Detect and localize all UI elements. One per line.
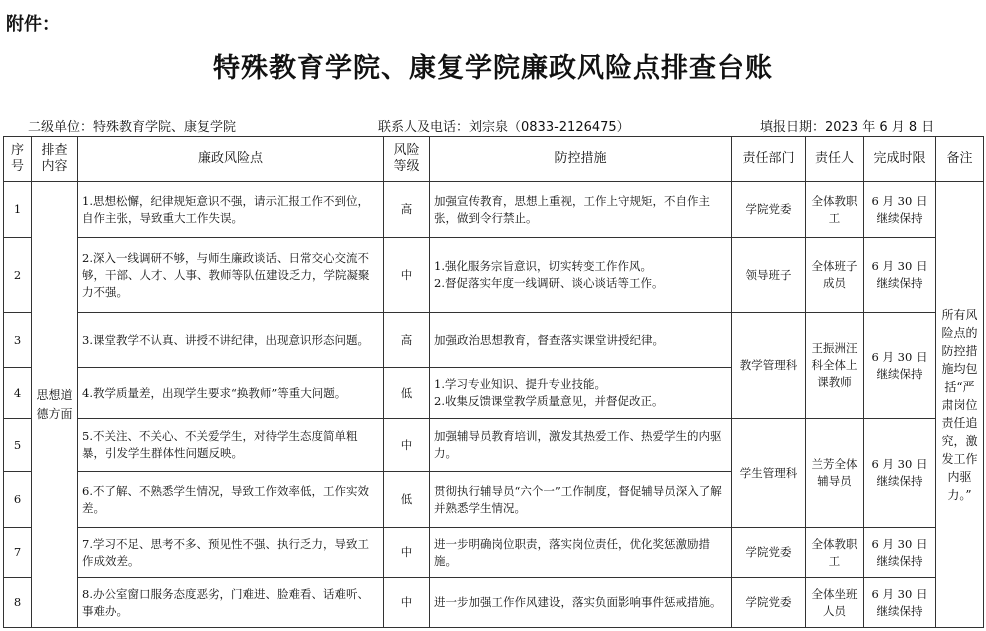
- measure-line: 进一步加强工作作风建设，落实负面影响事件惩戒措施。: [434, 595, 722, 609]
- control-measures: [430, 578, 732, 628]
- measure-line: 加强辅导员教育培训，激发其热爱工作、热爱学生的内驱力。: [434, 429, 722, 460]
- header-risk: 廉政风险点: [78, 137, 384, 182]
- risk-level: 高: [384, 313, 430, 368]
- risk-point: 3.课堂教学不认真、讲授不讲纪律，出现意识形态问题。: [78, 313, 384, 368]
- risk-level: 中: [384, 419, 430, 472]
- risk-level: 高: [384, 182, 430, 238]
- header-row: [4, 137, 984, 182]
- responsible-person: 全体坐班人员: [806, 578, 864, 628]
- responsible-dept: 学院党委: [732, 182, 806, 238]
- risk-point: 7.学习不足、思考不多、预见性不强、执行乏力，导致工作成效差。: [78, 528, 384, 578]
- responsible-person: 全体班子成员: [806, 238, 864, 313]
- measure-line: 进一步明确岗位职责，落实岗位责任，优化奖惩激励措施。: [434, 536, 710, 568]
- table-row: [4, 528, 984, 578]
- attachment-label: 附件：: [6, 14, 60, 35]
- header-seq: 序号: [4, 137, 32, 182]
- responsible-dept: 学生管理科: [732, 419, 806, 528]
- row-seq: 2: [4, 238, 32, 313]
- responsible-dept: 学院党委: [732, 528, 806, 578]
- table-row: [4, 419, 984, 472]
- table-row: [4, 182, 984, 238]
- control-measures: [430, 238, 732, 313]
- row-seq: 7: [4, 528, 32, 578]
- responsible-dept: 教学管理科: [732, 313, 806, 419]
- deadline: 6 月 30 日继续保持: [864, 528, 936, 578]
- responsible-person: 全体教职工: [806, 182, 864, 238]
- control-measures: [430, 182, 732, 238]
- measure-line: 1.强化服务宗旨意识，切实转变工作作风。: [434, 259, 652, 273]
- deadline: 6 月 30 日继续保持: [864, 313, 936, 419]
- header-person: 责任人: [806, 137, 864, 182]
- risk-point: 2.深入一线调研不够，与师生廉政谈话、日常交心交流不够，干部、人才、人事、教师等队伍建设乏力，学院凝聚力不强。: [78, 238, 384, 313]
- measure-line: 2.督促落实年度一线调研、谈心谈话等工作。: [434, 276, 664, 290]
- row-seq: 8: [4, 578, 32, 628]
- measure-line: 2.收集反馈课堂教学质量意见，并督促改正。: [434, 394, 664, 408]
- responsible-dept: 学院党委: [732, 578, 806, 628]
- deadline: 6 月 30 日继续保持: [864, 238, 936, 313]
- unit-info: 二级单位：特殊教育学院、康复学院: [28, 120, 237, 135]
- deadline: 6 月 30 日继续保持: [864, 419, 936, 528]
- header-measures: 防控措施: [430, 137, 732, 182]
- category-cell: 思想道德方面: [32, 182, 78, 628]
- risk-level: 低: [384, 472, 430, 528]
- control-measures: [430, 419, 732, 472]
- document-title: 特殊教育学院、康复学院廉政风险点排查台账: [213, 53, 773, 84]
- risk-point: 5.不关注、不关心、不关爱学生，对待学生态度简单粗暴，引发学生群体性问题反映。: [78, 419, 384, 472]
- risk-level: 中: [384, 528, 430, 578]
- deadline: 6 月 30 日继续保持: [864, 182, 936, 238]
- report-date: 填报日期：2023 年 6 月 8 日: [760, 120, 935, 135]
- responsible-person: 王振洲汪科全体上课教师: [806, 313, 864, 419]
- risk-level: 中: [384, 238, 430, 313]
- table-row: [4, 238, 984, 313]
- contact-info: 联系人及电话：刘宗泉（0833-2126475）: [378, 120, 630, 135]
- table-row: [4, 313, 984, 368]
- risk-point: 6.不了解、不熟悉学生情况，导致工作效率低，工作实效差。: [78, 472, 384, 528]
- measure-line: 加强宣传教育，思想上重视，工作上守规矩，不自作主张，做到令行禁止。: [434, 193, 710, 225]
- row-seq: 3: [4, 313, 32, 368]
- control-measures: [430, 528, 732, 578]
- deadline: 6 月 30 日继续保持: [864, 578, 936, 628]
- risk-point: 8.办公室窗口服务态度恶劣，门难进、脸难看、话难听、事难办。: [78, 578, 384, 628]
- responsible-person: 兰芳全体辅导员: [806, 419, 864, 528]
- control-measures: [430, 368, 732, 419]
- risk-point: 4.教学质量差，出现学生要求“换教师”等重大问题。: [78, 368, 384, 419]
- row-seq: 4: [4, 368, 32, 419]
- responsible-person: 全体教职工: [806, 528, 864, 578]
- header-note: 备注: [936, 137, 984, 182]
- responsible-dept: 领导班子: [732, 238, 806, 313]
- header-level: 风险等级: [384, 137, 430, 182]
- remark-cell: 所有风险点的防控措施均包括“严肃岗位责任追究，激发工作内驱力。”: [936, 182, 984, 628]
- header-dept: 责任部门: [732, 137, 806, 182]
- row-seq: 1: [4, 182, 32, 238]
- risk-point: 1.思想松懈，纪律规矩意识不强，请示汇报工作不到位，自作主张，导致重大工作失误。: [78, 182, 384, 238]
- measure-line: 1.学习专业知识、提升专业技能。: [434, 377, 606, 391]
- risk-level: 低: [384, 368, 430, 419]
- measure-line: 贯彻执行辅导员“六个一”工作制度，督促辅导员深入了解并熟悉学生情况。: [434, 483, 722, 515]
- measure-line: 加强政治思想教育，督查落实课堂讲授纪律。: [434, 332, 664, 347]
- control-measures: [430, 313, 732, 368]
- table-row: [4, 578, 984, 628]
- risk-ledger-table: [3, 136, 984, 628]
- control-measures: [430, 472, 732, 528]
- header-category: 排查内容: [32, 137, 78, 182]
- risk-level: 中: [384, 578, 430, 628]
- row-seq: 6: [4, 472, 32, 528]
- row-seq: 5: [4, 419, 32, 472]
- header-deadline: 完成时限: [864, 137, 936, 182]
